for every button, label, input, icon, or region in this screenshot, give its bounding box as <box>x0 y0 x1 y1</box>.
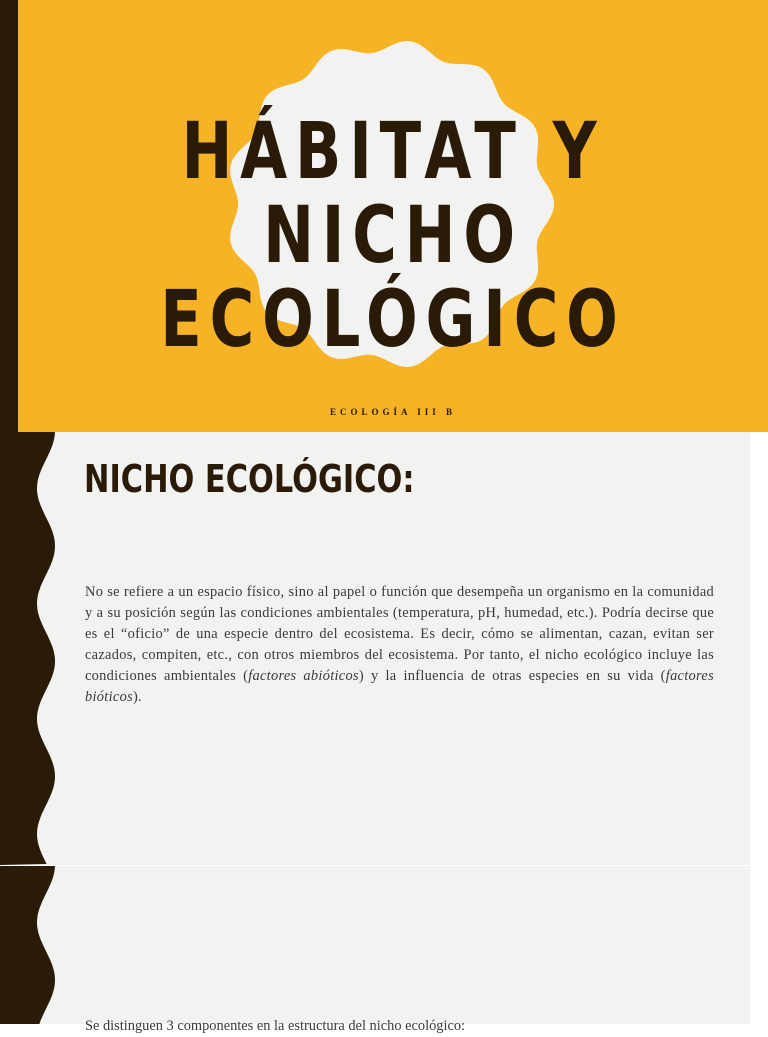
paragraph-italic-abioticos: factores abióticos <box>248 668 359 684</box>
section-heading: NICHO ECOLÓGICO: <box>84 457 415 501</box>
content-slide <box>0 432 768 865</box>
body-paragraph <box>85 582 714 708</box>
title-slide <box>0 0 768 432</box>
wavy-left-border-next <box>0 866 60 1024</box>
subtitle: ECOLOGÍA III B <box>329 407 457 417</box>
title-line-1: HÁBITAT Y NICHO <box>181 107 605 281</box>
paragraph-text-2: ) y la influencia de otras especies en su vida ( <box>358 668 666 684</box>
next-content-panel <box>0 866 750 1024</box>
paragraph-italic-bioticos: factores bióticos <box>85 668 714 705</box>
paragraph-text-1: No se refiere a un espacio físico, sino al papel o función que desempeña un organismo en la comunidad y a su posición según las condiciones ambientales (temperatura, pH, humedad, etc.). Podría decirse que es el “oficio” de una especie dentro del ecosistema. Es decir, cómo se alimentan, cazan, evitan ser cazados, compiten, etc., con otros miembros del ecosistema. Por tanto, el nicho ecológico incluye las condiciones ambientales ( <box>85 584 714 684</box>
wavy-left-border <box>0 432 60 865</box>
main-title <box>101 107 686 365</box>
next-slide <box>0 866 768 1034</box>
next-slide-partial-text: Se distinguen 3 componentes en la estructura del nicho ecológico: <box>85 1018 466 1034</box>
paragraph-text-3: ). <box>132 689 142 705</box>
title-line-2: ECOLÓGICO <box>160 275 626 365</box>
